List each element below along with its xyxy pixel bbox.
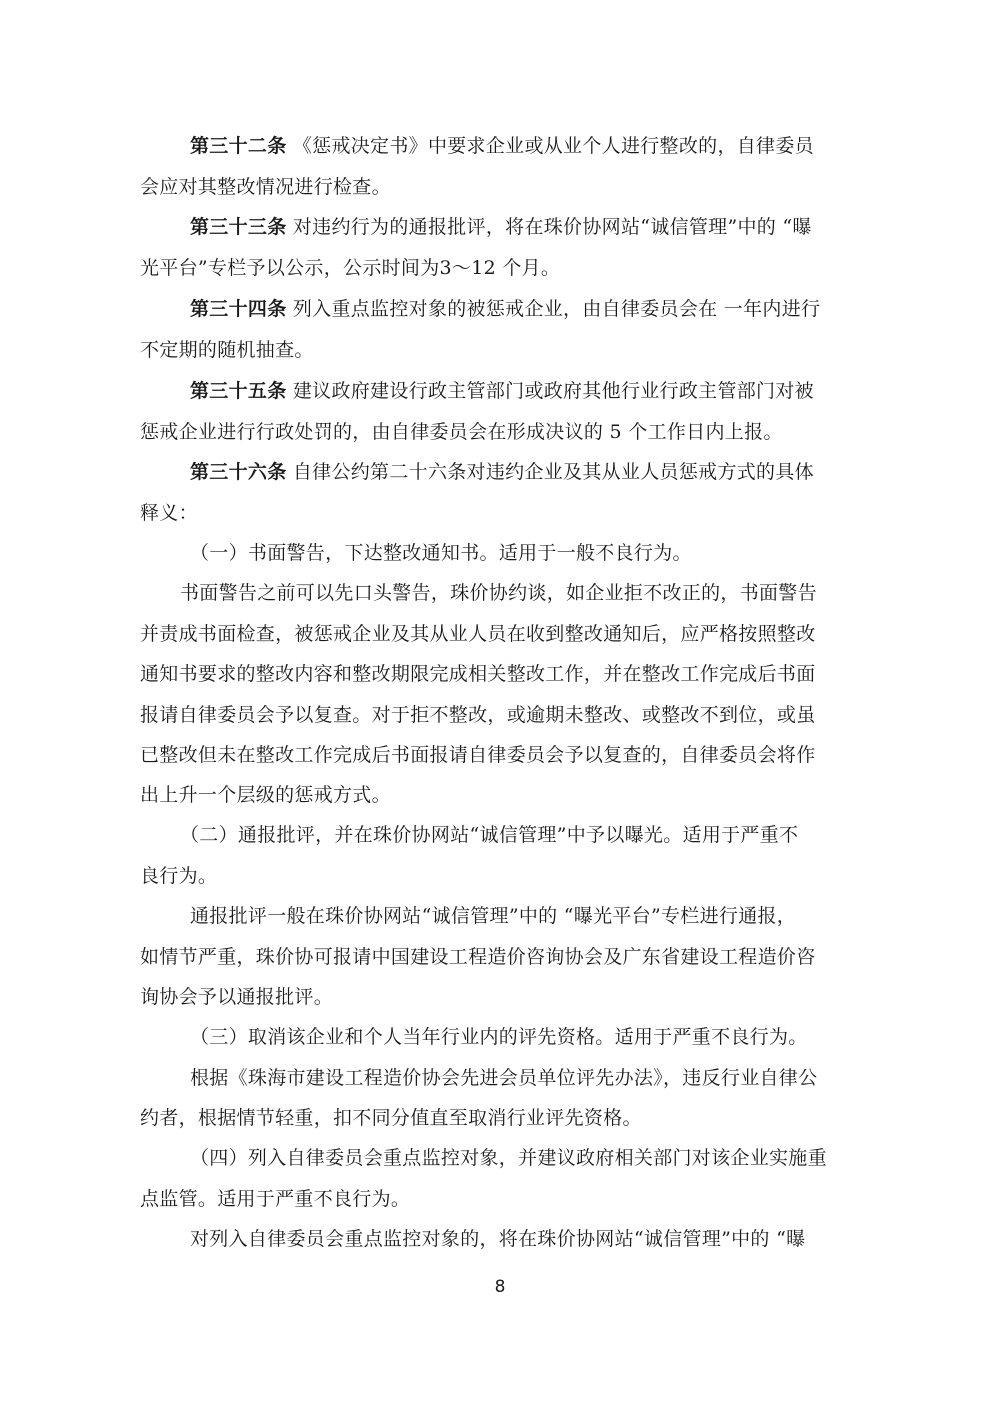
article-text: 建议政府建设行政主管部门或政府其他行业行政主管部门对被 [286,380,814,402]
item-3-heading [190,1022,808,1052]
item-2-heading-line-1 [180,820,798,850]
article-heading: 第三十六条 [190,461,287,483]
item-4-body-line-1 [190,1224,805,1254]
item-1-body-line-1 [180,578,817,608]
item-2-body-line-2 [140,942,816,972]
item-2-heading-line-2 [140,861,217,891]
article-34-line-1 [190,294,820,324]
article-35-line-2 [140,417,783,447]
article-36-line-2 [140,498,198,528]
item-1-heading [190,538,692,568]
item-text: （三）取消该企业和个人当年行业内的评先资格。适用于严重不良行为。 [190,1026,808,1048]
item-1-body-line-3 [140,659,816,689]
item-text: （二）通报批评，并在珠价协网站“诚信管理”中予以曝光。适用于严重不 [180,824,799,846]
article-text: 会应对其整改情况进行检查。 [140,176,391,198]
item-4-heading-line-1 [190,1143,827,1173]
item-text: 已整改但未在整改工作完成后书面报请自律委员会予以复查的，自律委员会将作 [140,744,816,766]
item-text: 通报批评一般在珠价协网站“诚信管理”中的 “曝光平台”专栏进行通报， [190,905,797,927]
article-33-line-2 [140,253,560,283]
item-text: 如情节严重，珠价协可报请中国建设工程造价咨询协会及广东省建设工程造价咨 [140,946,816,968]
article-text: 对违约行为的通报批评，将在珠价协网站“诚信管理”中的 “曝 [286,216,812,238]
article-32-line-2 [140,172,391,202]
item-text: 约者，根据情节轻重，扣不同分值直至取消行业评先资格。 [140,1107,642,1129]
item-1-body-line-6 [140,780,391,810]
article-heading: 第三十四条 [190,298,287,320]
item-text: 报请自律委员会予以复查。对于拒不整改，或逾期未整改、或整改不到位，或虽 [140,704,816,726]
article-text: 列入重点监控对象的被惩戒企业，由自律委员会在 一年内进行 [286,298,821,320]
item-1-body-line-4 [140,700,816,730]
article-32-line-1 [190,131,814,161]
article-35-line-1 [190,376,814,406]
item-text: 点监管。适用于严重不良行为。 [140,1188,411,1210]
article-text: 释义： [140,502,198,524]
article-heading: 第三十五条 [190,380,287,402]
article-text: 不定期的随机抽查。 [140,339,314,361]
item-1-body-line-5 [140,740,816,770]
item-text: 对列入自律委员会重点监控对象的，将在珠价协网站“诚信管理”中的 “曝 [190,1228,806,1250]
article-36-line-1 [190,457,814,487]
item-3-body-line-1 [190,1063,817,1093]
item-text: 询协会予以通报批评。 [140,986,334,1008]
item-text: 根据《珠海市建设工程造价协会先进会员单位评先办法》，违反行业自律公 [190,1067,818,1089]
article-heading: 第三十三条 [190,216,287,238]
article-text: 光平台”专栏予以公示，公示时间为3～12 个月。 [140,257,561,279]
item-text: 良行为。 [140,865,218,887]
article-text: 自律公约第二十六条对违约企业及其从业人员惩戒方式的具体 [286,461,814,483]
article-text: 《惩戒决定书》中要求企业或从业个人进行整改的，自律委员 [286,135,814,157]
item-4-heading-line-2 [140,1184,410,1214]
article-34-line-2 [140,335,314,365]
item-text: 出上升一个层级的惩戒方式。 [140,784,391,806]
item-text: 并责成书面检查，被惩戒企业及其从业人员在收到整改通知后，应严格按照整改 [140,623,816,645]
item-3-body-line-2 [140,1103,642,1133]
article-text: 惩戒企业进行行政处罚的，由自律委员会在形成决议的 5 个工作日内上报。 [140,421,783,443]
item-text: 书面警告之前可以先口头警告，珠价协约谈，如企业拒不改正的，书面警告 [180,582,817,604]
item-text: （一）书面警告，下达整改通知书。适用于一般不良行为。 [190,542,692,564]
item-2-body-line-1 [190,901,796,931]
item-text: （四）列入自律委员会重点监控对象，并建议政府相关部门对该企业实施重 [190,1147,827,1169]
item-text: 通知书要求的整改内容和整改期限完成相关整改工作，并在整改工作完成后书面 [140,663,816,685]
item-1-body-line-2 [140,619,816,649]
article-heading: 第三十二条 [190,135,287,157]
article-33-line-1 [190,212,812,242]
item-2-body-line-3 [140,982,333,1012]
page-number: 8 [494,1277,506,1297]
